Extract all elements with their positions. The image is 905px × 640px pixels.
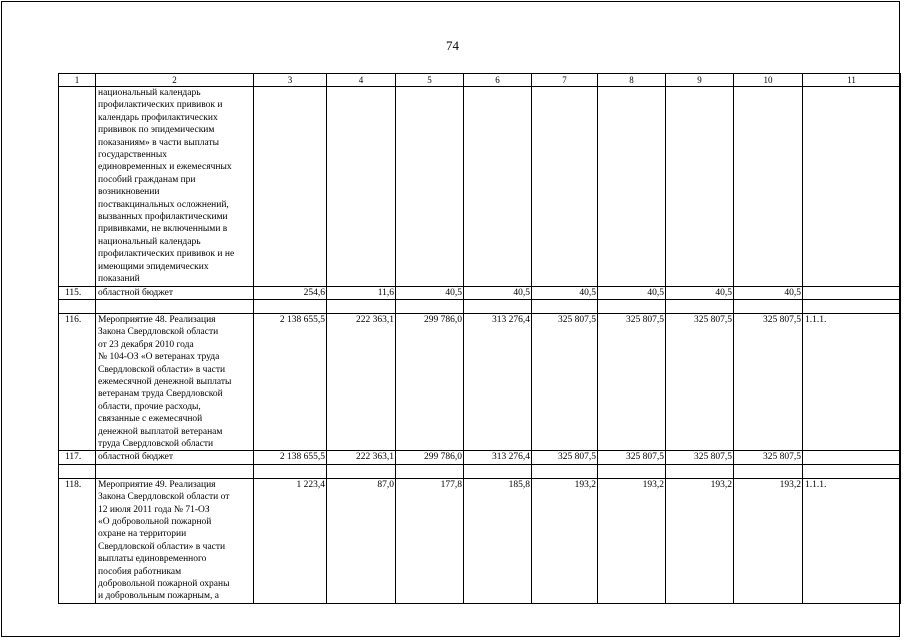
amount-cell: 40,5	[396, 286, 464, 299]
amount-cell: 325 807,5	[734, 451, 803, 464]
amount-cell: 193,2	[666, 478, 734, 603]
column-header: 10	[734, 74, 803, 87]
table-row	[59, 464, 901, 478]
amount-cell: 222 363,1	[327, 451, 396, 464]
amount-cell: 2 138 655,5	[254, 313, 327, 450]
column-header: 8	[598, 74, 666, 87]
target-ref-cell	[803, 286, 901, 299]
amount-cell: 40,5	[666, 286, 734, 299]
row-number-cell: 117.	[59, 451, 96, 464]
amount-cell: 2 138 655,5	[254, 451, 327, 464]
target-ref-cell	[803, 87, 901, 287]
column-header: 1	[59, 74, 96, 87]
description-cell: Мероприятие 49. Реализация Закона Свердловской области от 12 июля 2011 года № 71-ОЗ «О добровольной пожарной охране на территории Свердловской области» в части выплаты единовременного пособия работникам добровольной пожарной охраны и добровольным пожарным, а	[96, 478, 254, 603]
amount-cell	[598, 299, 666, 313]
amount-cell	[327, 87, 396, 287]
amount-cell: 11,6	[327, 286, 396, 299]
column-header: 5	[396, 74, 464, 87]
amount-cell: 40,5	[464, 286, 532, 299]
amount-cell: 254,6	[254, 286, 327, 299]
row-number-cell: 116.	[59, 313, 96, 450]
column-header: 9	[666, 74, 734, 87]
amount-cell	[464, 87, 532, 287]
amount-cell: 325 807,5	[666, 451, 734, 464]
amount-cell	[598, 87, 666, 287]
amount-cell	[396, 299, 464, 313]
row-number-cell	[59, 87, 96, 287]
amount-cell	[254, 464, 327, 478]
amount-cell: 185,8	[464, 478, 532, 603]
amount-cell: 325 807,5	[666, 313, 734, 450]
page-number: 74	[446, 38, 459, 53]
amount-cell: 193,2	[598, 478, 666, 603]
row-number-cell	[59, 464, 96, 478]
column-header: 4	[327, 74, 396, 87]
amount-cell	[666, 464, 734, 478]
amount-cell	[666, 87, 734, 287]
target-ref-cell	[803, 451, 901, 464]
table-row	[59, 286, 901, 299]
amount-cell	[734, 299, 803, 313]
amount-cell: 193,2	[734, 478, 803, 603]
amount-cell	[327, 299, 396, 313]
description-cell: областной бюджет	[96, 286, 254, 299]
column-header: 7	[532, 74, 598, 87]
row-number-cell: 115.	[59, 286, 96, 299]
row-number-cell: 118.	[59, 478, 96, 603]
amount-cell: 87,0	[327, 478, 396, 603]
amount-cell: 193,2	[532, 478, 598, 603]
table-row	[59, 451, 901, 464]
amount-cell	[464, 299, 532, 313]
amount-cell: 325 807,5	[598, 451, 666, 464]
description-cell	[96, 299, 254, 313]
amount-cell	[254, 299, 327, 313]
amount-cell	[532, 464, 598, 478]
amount-cell: 1 223,4	[254, 478, 327, 603]
description-cell	[96, 464, 254, 478]
row-number-cell	[59, 299, 96, 313]
amount-cell: 325 807,5	[734, 313, 803, 450]
description-cell: Мероприятие 48. Реализация Закона Свердловской области от 23 декабря 2010 года № 104-ОЗ «О ветеранах труда Свердловской области» в части ежемесячной денежной выплаты ветеранам труда Свердловской области, прочие расходы, связанные с ежемесячной денежной выплатой ветеранам труда Свердловской области	[96, 313, 254, 450]
amount-cell	[532, 299, 598, 313]
target-ref-cell	[803, 299, 901, 313]
amount-cell: 325 807,5	[532, 451, 598, 464]
amount-cell	[734, 87, 803, 287]
amount-cell: 325 807,5	[532, 313, 598, 450]
budget-table	[58, 73, 901, 604]
description-cell: национальный календарь профилактических прививок и календарь профилактических прививок по эпидемическим показаниям» в части выплаты государственных единовременных и ежемесячных пособий гражданам при возникновении поствакцинальных осложнений, вызванных профилактическими прививками, не включенными в национальный календарь профилактических прививок и не имеющими эпидемических показаний	[96, 87, 254, 287]
amount-cell: 325 807,5	[598, 313, 666, 450]
amount-cell: 40,5	[532, 286, 598, 299]
target-ref-cell	[803, 464, 901, 478]
amount-cell	[464, 464, 532, 478]
table-header-row	[59, 74, 901, 87]
amount-cell: 177,8	[396, 478, 464, 603]
amount-cell	[254, 87, 327, 287]
column-header: 11	[803, 74, 901, 87]
column-header: 2	[96, 74, 254, 87]
amount-cell: 40,5	[734, 286, 803, 299]
amount-cell	[327, 464, 396, 478]
amount-cell: 40,5	[598, 286, 666, 299]
amount-cell	[666, 299, 734, 313]
target-ref-cell: 1.1.1.	[803, 478, 901, 603]
table-row	[59, 313, 901, 450]
amount-cell: 222 363,1	[327, 313, 396, 450]
amount-cell: 299 786,0	[396, 313, 464, 450]
amount-cell	[734, 464, 803, 478]
amount-cell: 313 276,4	[464, 451, 532, 464]
column-header: 3	[254, 74, 327, 87]
table-row	[59, 299, 901, 313]
amount-cell	[396, 87, 464, 287]
amount-cell: 313 276,4	[464, 313, 532, 450]
amount-cell	[532, 87, 598, 287]
table-row	[59, 478, 901, 603]
amount-cell: 299 786,0	[396, 451, 464, 464]
description-cell: областной бюджет	[96, 451, 254, 464]
amount-cell	[598, 464, 666, 478]
amount-cell	[396, 464, 464, 478]
column-header: 6	[464, 74, 532, 87]
table-row	[59, 87, 901, 287]
target-ref-cell: 1.1.1.	[803, 313, 901, 450]
